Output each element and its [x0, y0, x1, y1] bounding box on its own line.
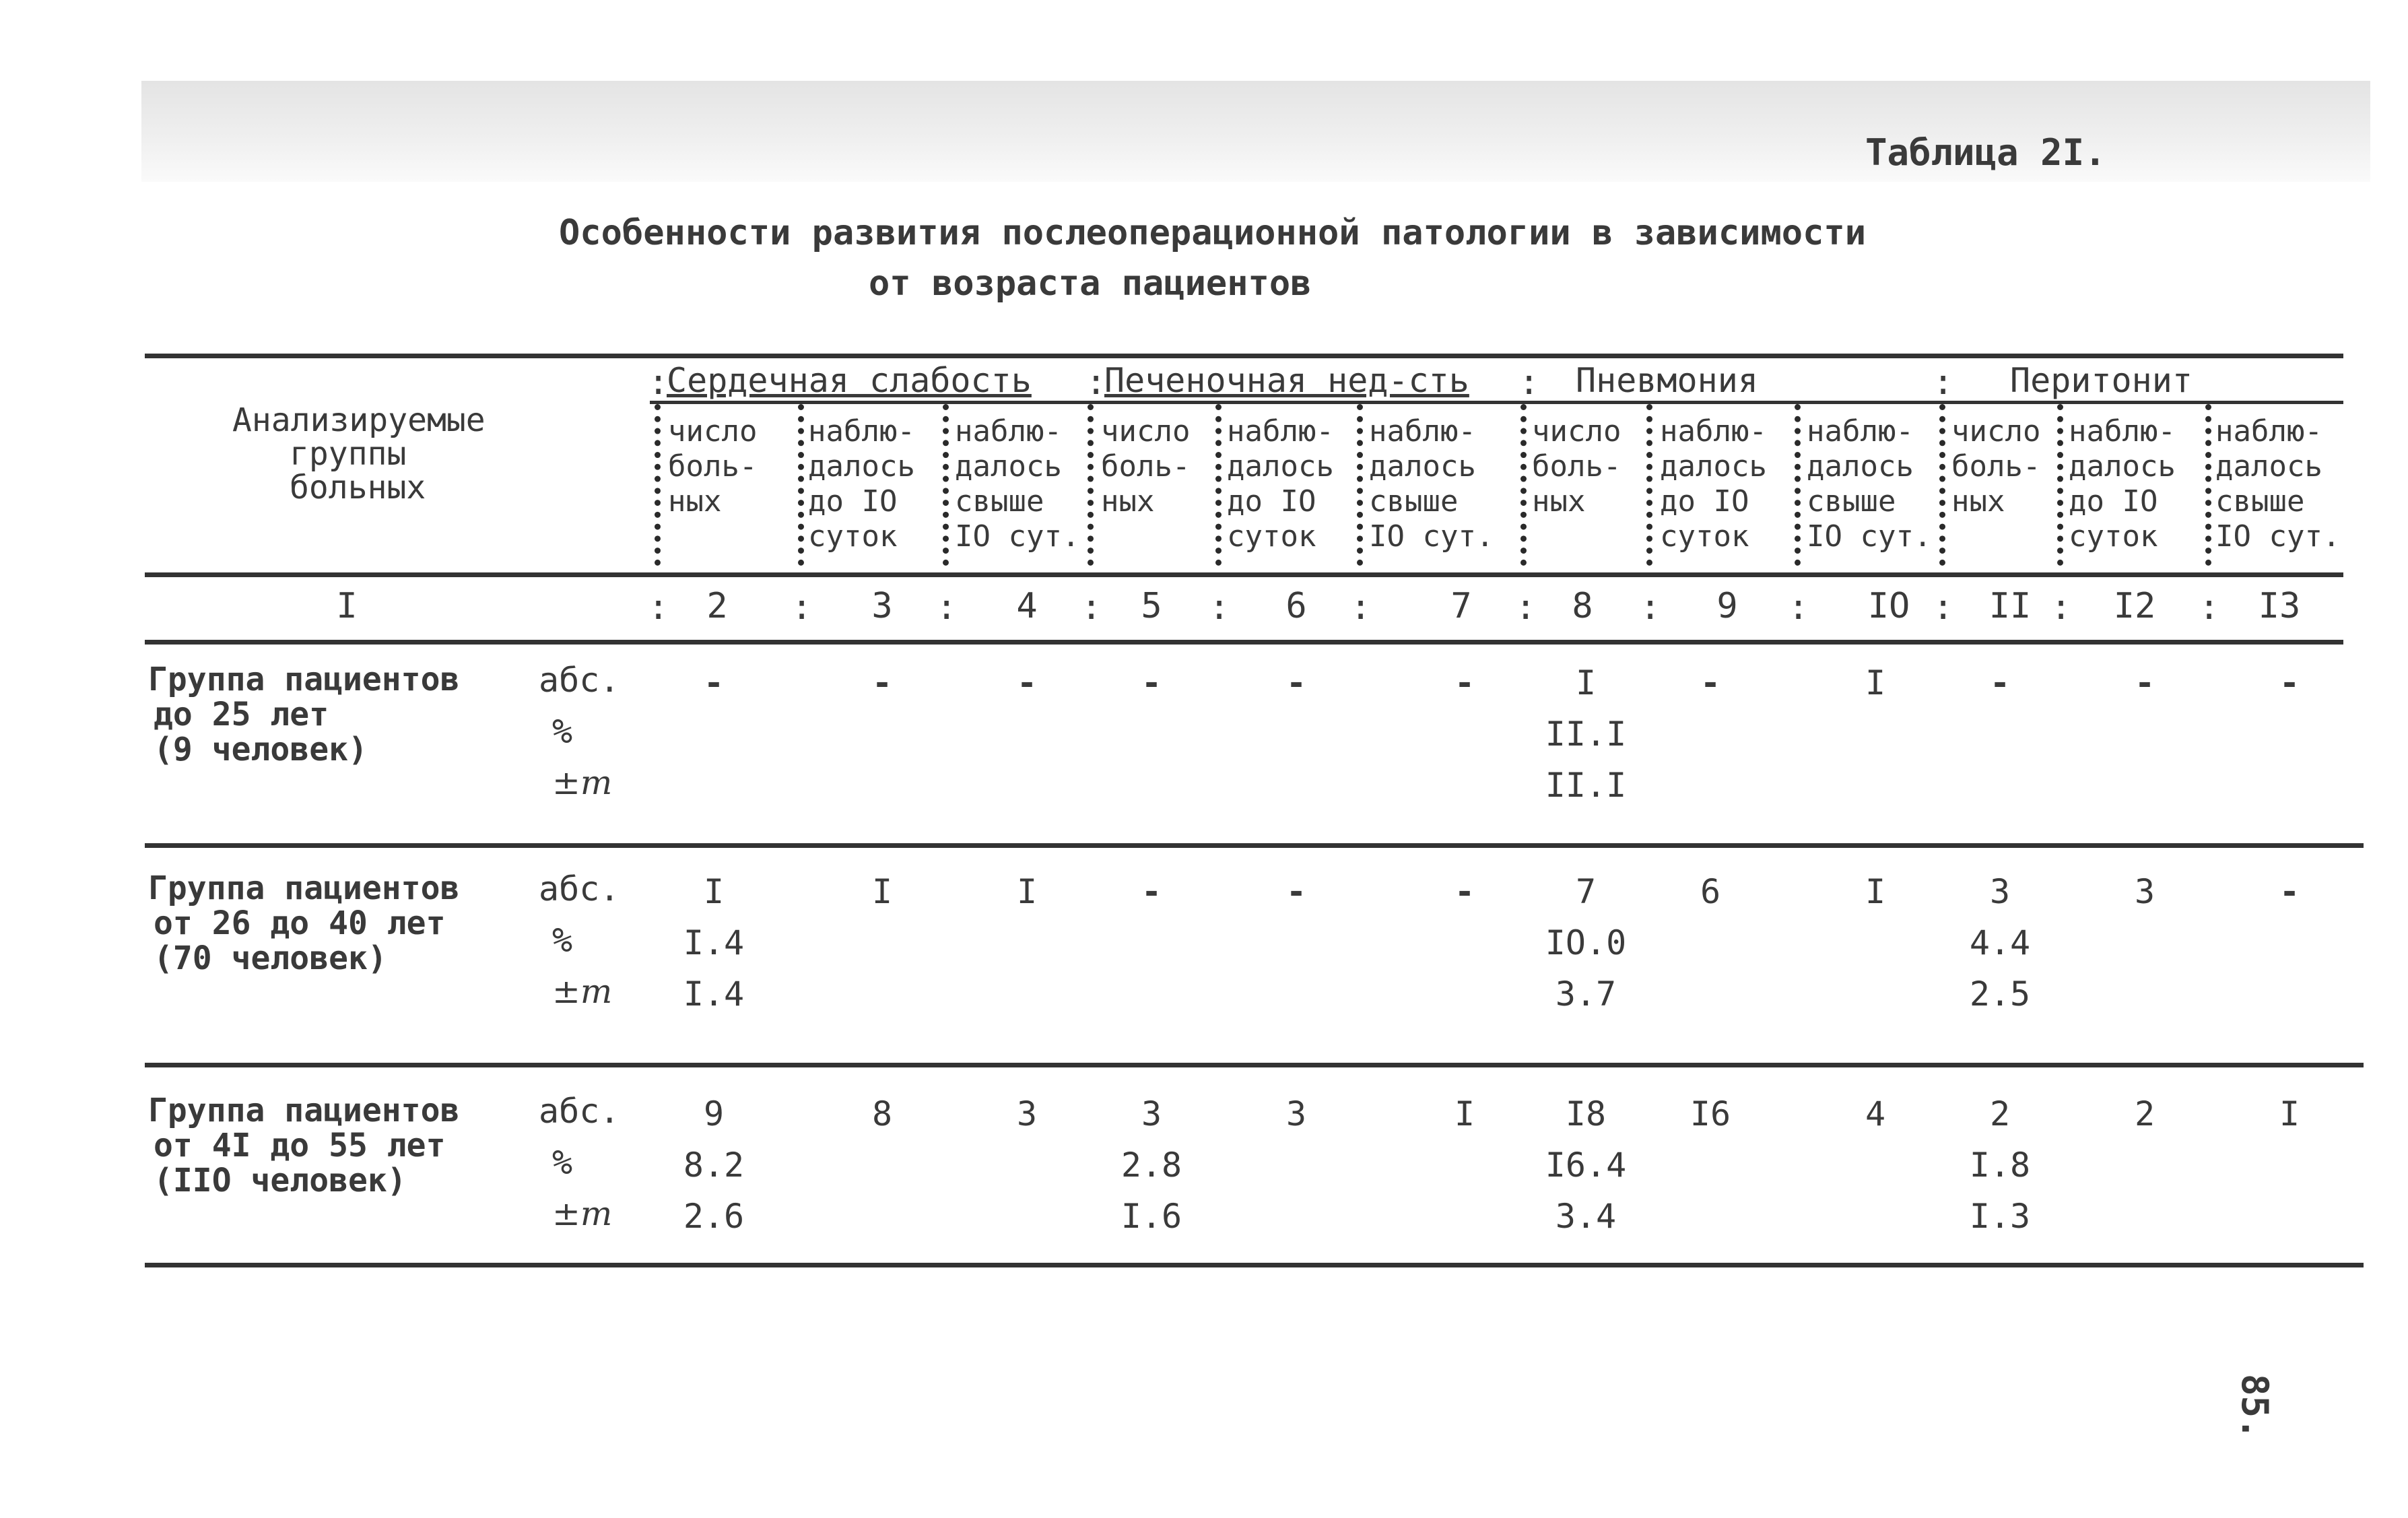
table-cell: 3 [1141, 1094, 1162, 1133]
column-number: 3 [871, 586, 893, 626]
colnum-colon: : [2050, 587, 2072, 628]
table-cell: 9 [703, 1094, 725, 1133]
table-cell: I6 [1690, 1094, 1731, 1133]
header-divider [1520, 404, 1527, 566]
stat-label: % [552, 712, 573, 751]
row-group-name: до 25 лет [154, 696, 329, 733]
table-cell: - [2134, 663, 2155, 702]
table-cell: 2 [2134, 1094, 2155, 1133]
column-number: 8 [1572, 586, 1593, 626]
subheader-upto10: наблю- далось до IO суток [1227, 414, 1334, 554]
colnum-colon: : [1350, 587, 1372, 628]
column-number: 7 [1450, 586, 1472, 626]
group-colon: : [1518, 362, 1540, 403]
table-cell: 4.4 [1969, 923, 2031, 962]
table-cell: I.8 [1969, 1146, 2031, 1185]
colnum-colon: : [791, 587, 813, 628]
rule-colnum-bottom [145, 640, 2343, 645]
subheader-count: число боль- ных [1951, 414, 2041, 519]
table-cell: 8 [871, 1094, 893, 1133]
group-colon: : [1933, 362, 1954, 403]
table-cell: - [703, 663, 725, 702]
table-cell: - [1141, 872, 1162, 911]
column-number: 2 [706, 586, 728, 626]
stat-label: абс. [539, 1092, 620, 1131]
subheader-over10: наблю- далось свыше IO сут. [1369, 414, 1494, 554]
table-cell: - [1989, 663, 2011, 702]
table-cell: - [1141, 663, 1162, 702]
rule-top [145, 354, 2343, 358]
row-group-name: от 4I до 55 лет [154, 1127, 446, 1164]
colnum-colon: : [1788, 587, 1809, 628]
header-divider [943, 404, 949, 566]
page-number: 85. [2234, 1374, 2276, 1440]
table-label: Таблица 2I. [1865, 131, 2106, 174]
table-cell: 4 [1865, 1094, 1886, 1133]
header-divider [2205, 404, 2211, 566]
table-title-line-1: Особенности развития послеоперационной патологии в зависимости [559, 213, 1867, 253]
table-cell: - [871, 663, 893, 702]
row-group-name: Группа пациентов [148, 1092, 460, 1129]
column-number: II [1988, 586, 2032, 626]
table-cell: I [1016, 872, 1038, 911]
rule-row-1 [145, 843, 2364, 848]
table-cell: IO.0 [1545, 923, 1627, 962]
column-number: I3 [2258, 586, 2301, 626]
colnum-colon: : [936, 587, 958, 628]
table-cell: - [1700, 663, 1721, 702]
row-group-name: (IIO человек) [154, 1162, 407, 1199]
rule-group-header [650, 401, 2343, 404]
column-number: 6 [1285, 586, 1307, 626]
table-cell: 8.2 [683, 1146, 745, 1185]
row-group-name: Группа пациентов [148, 869, 460, 907]
column-number: IO [1867, 586, 1910, 626]
table-cell: 6 [1700, 872, 1721, 911]
table-cell: 2.8 [1121, 1146, 1182, 1185]
row-header-line-3: больных [290, 469, 426, 506]
table-cell: - [1454, 663, 1475, 702]
header-divider [1357, 404, 1363, 566]
subheader-over10: наблю- далось свыше IO сут. [2215, 414, 2341, 554]
group-header-liver-failure: Печеночная нед-сть [1104, 361, 1469, 400]
colnum-colon: : [648, 587, 669, 628]
header-divider [798, 404, 804, 566]
stat-label: абс. [539, 869, 620, 909]
subheader-over10: наблю- далось свыше IO сут. [1807, 414, 1932, 554]
table-cell: 3.7 [1555, 975, 1617, 1014]
table-cell: 3 [2134, 872, 2155, 911]
table-cell: I.3 [1969, 1197, 2031, 1236]
table-cell: I [1865, 663, 1886, 702]
subheader-upto10: наблю- далось до IO суток [808, 414, 915, 554]
column-number: I [336, 586, 358, 626]
stat-label: ±m [552, 763, 613, 802]
rule-bottom [145, 1263, 2364, 1267]
colnum-colon: : [1209, 587, 1230, 628]
table-cell: 3 [1989, 872, 2011, 911]
table-cell: 2 [1989, 1094, 2011, 1133]
table-cell: 2.5 [1969, 975, 2031, 1014]
column-number: 9 [1716, 586, 1738, 626]
subheader-count: число боль- ных [1101, 414, 1191, 519]
header-divider [1646, 404, 1652, 566]
stat-label: ±m [552, 1194, 613, 1233]
column-number: 5 [1141, 586, 1162, 626]
group-colon: : [1085, 362, 1107, 403]
header-divider [2057, 404, 2063, 566]
row-group-name: (9 человек) [154, 731, 368, 768]
table-title-line-2: от возраста пациентов [869, 263, 1312, 304]
subheader-upto10: наблю- далось до IO суток [2069, 414, 2176, 554]
table-cell: I [871, 872, 893, 911]
table-cell: I6.4 [1545, 1146, 1627, 1185]
table-cell: II.I [1545, 766, 1627, 805]
table-cell: I.4 [683, 923, 745, 962]
table-cell: - [1285, 663, 1307, 702]
table-cell: I [1865, 872, 1886, 911]
table-cell: - [1454, 872, 1475, 911]
row-header-line-1: Анализируемые [232, 401, 486, 439]
table-cell: 7 [1575, 872, 1597, 911]
stat-label: ±m [552, 972, 613, 1011]
colnum-colon: : [1515, 587, 1537, 628]
table-cell: - [1285, 872, 1307, 911]
stat-label: % [552, 1143, 573, 1182]
colnum-colon: : [1933, 587, 1954, 628]
group-header-peritonitis: Перитонит [2010, 361, 2193, 400]
header-divider [1795, 404, 1801, 566]
subheader-count: число боль- ных [1532, 414, 1621, 519]
column-number: I2 [2113, 586, 2156, 626]
row-group-name: (70 человек) [154, 939, 387, 977]
table-cell: I.4 [683, 975, 745, 1014]
colnum-colon: : [1640, 587, 1661, 628]
table-cell: I [1454, 1094, 1475, 1133]
column-number: 4 [1016, 586, 1038, 626]
table-cell: I [703, 872, 725, 911]
colnum-colon: : [2199, 587, 2220, 628]
group-header-pneumonia: Пневмония [1576, 361, 1758, 400]
header-divider [1088, 404, 1094, 566]
table-cell: II.I [1545, 715, 1627, 754]
table-cell: I.6 [1121, 1197, 1182, 1236]
table-cell: I [2279, 1094, 2300, 1133]
table-cell: 3 [1285, 1094, 1307, 1133]
header-divider [1939, 404, 1945, 566]
table-cell: - [2279, 663, 2300, 702]
rule-row-2 [145, 1063, 2364, 1067]
table-cell: - [2279, 872, 2300, 911]
subheader-count: число боль- ных [668, 414, 758, 519]
row-group-name: Группа пациентов [148, 661, 460, 698]
table-cell: 3 [1016, 1094, 1038, 1133]
subheader-over10: наблю- далось свыше IO сут. [955, 414, 1080, 554]
table-cell: I [1575, 663, 1597, 702]
header-divider [1215, 404, 1222, 566]
stat-label: абс. [539, 661, 620, 700]
row-group-name: от 26 до 40 лет [154, 904, 446, 942]
header-divider [655, 404, 661, 566]
table-cell: - [1016, 663, 1038, 702]
table-cell: 2.6 [683, 1197, 745, 1236]
colnum-colon: : [1081, 587, 1102, 628]
group-colon: : [648, 362, 669, 403]
rule-header-bottom [145, 572, 2343, 577]
stat-label: % [552, 921, 573, 960]
table-cell: 3.4 [1555, 1197, 1617, 1236]
row-header-line-2: группы [290, 435, 407, 473]
subheader-upto10: наблю- далось до IO суток [1660, 414, 1767, 554]
table-cell: I8 [1565, 1094, 1607, 1133]
group-header-heart-failure: Сердечная слабость [667, 361, 1032, 400]
